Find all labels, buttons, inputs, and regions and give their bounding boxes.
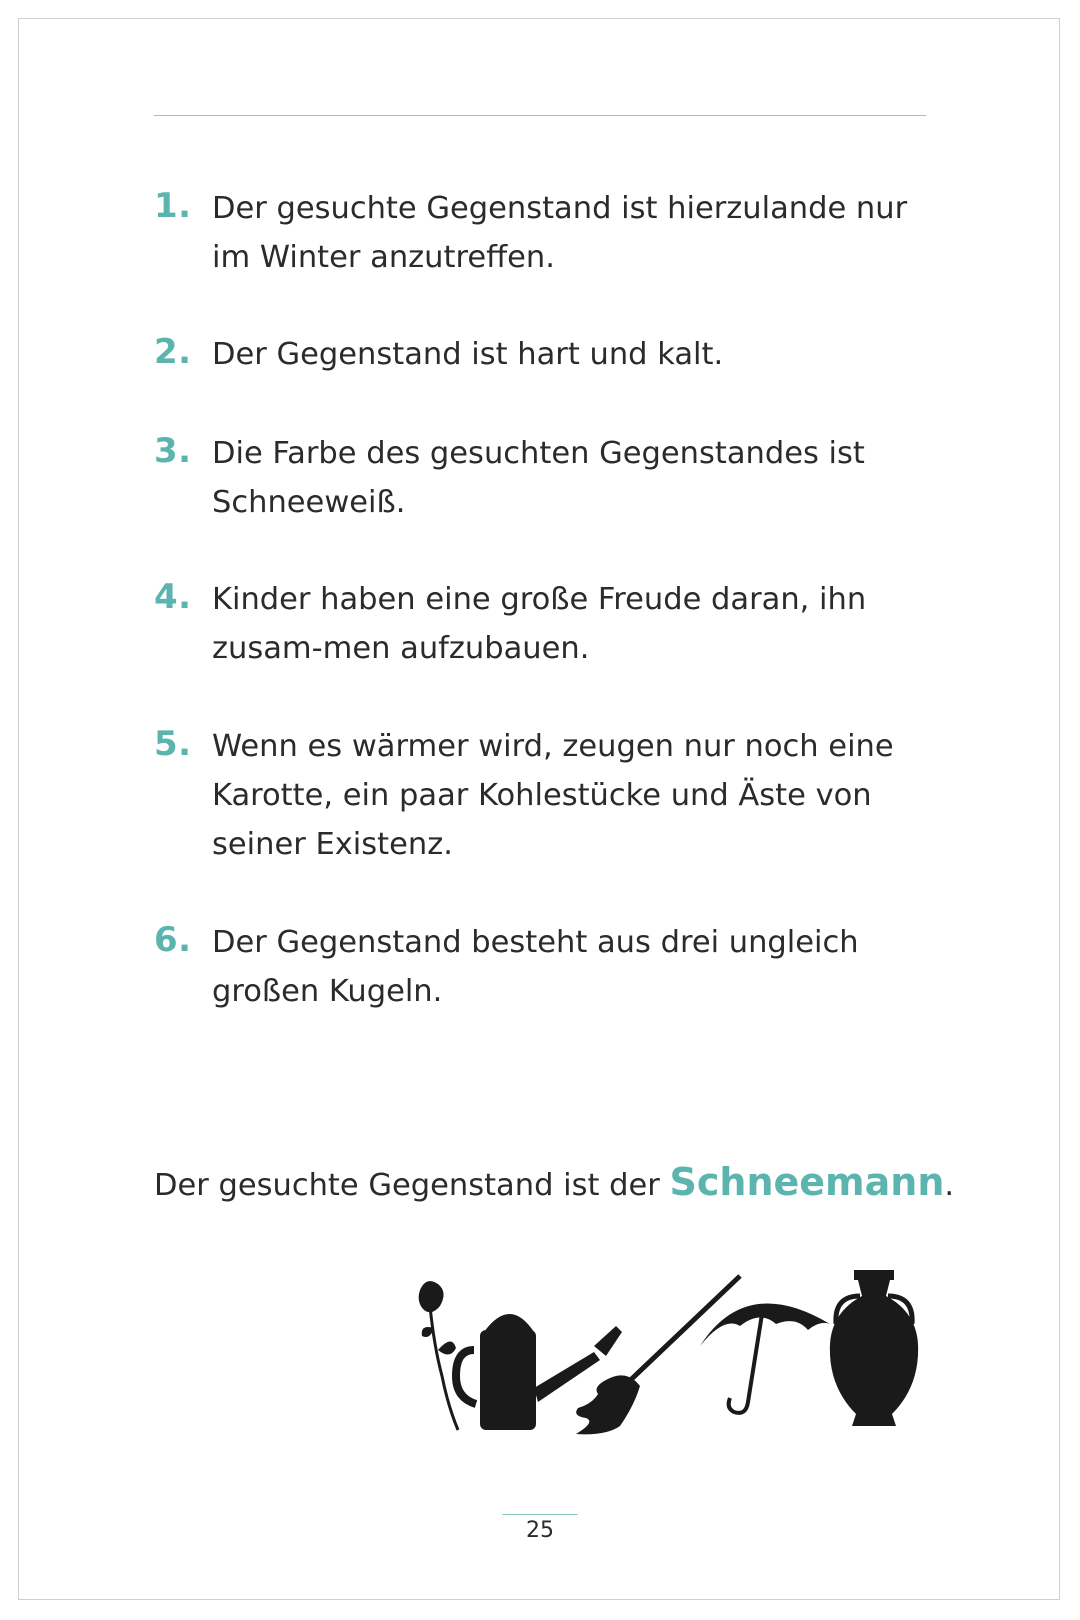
answer-word: Schneemann xyxy=(669,1160,945,1204)
clue-text: Die Farbe des gesuchten Gegenstandes ist Schneeweiß. xyxy=(212,436,865,520)
clue-text: Der Gegenstand ist hart und kalt. xyxy=(212,337,724,372)
clue-number: 2. xyxy=(154,332,192,372)
clue-text: Wenn es wärmer wird, zeugen nur noch eine Karotte, ein paar Kohlestücke und Äste von seiner Existenz. xyxy=(212,729,894,862)
umbrella-icon xyxy=(700,1304,830,1413)
answer-sentence xyxy=(154,1160,954,1204)
top-divider xyxy=(154,115,926,116)
objects-illustration xyxy=(410,1270,950,1450)
answer-prefix: Der gesuchte Gegenstand ist der xyxy=(154,1168,670,1203)
clue-number: 1. xyxy=(154,186,192,226)
clue-number: 3. xyxy=(154,431,192,471)
page-number: 25 xyxy=(526,1518,554,1543)
clue-text: Der gesuchte Gegenstand ist hierzulande nur im Winter anzutreffen. xyxy=(212,191,908,275)
rose-icon xyxy=(419,1281,458,1430)
clue-number: 4. xyxy=(154,577,192,617)
bottom-divider xyxy=(502,1514,578,1515)
clue-text: Kinder haben eine große Freude daran, ihn zusam-men aufzubauen. xyxy=(212,582,867,666)
clue-text: Der Gegenstand besteht aus drei ungleich großen Kugeln. xyxy=(212,925,859,1009)
broom-icon xyxy=(576,1276,740,1434)
vase-icon xyxy=(830,1270,918,1426)
clue-number: 6. xyxy=(154,920,192,960)
answer-suffix: . xyxy=(944,1168,955,1203)
clue-number: 5. xyxy=(154,724,192,764)
